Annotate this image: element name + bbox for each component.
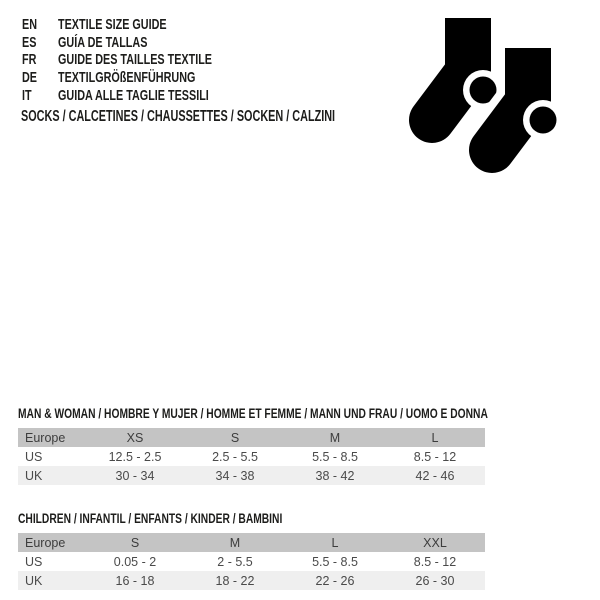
column-header-europe: Europe	[25, 535, 66, 550]
language-row-fr	[22, 51, 272, 69]
column-header-size: S	[230, 430, 240, 445]
size-value: 42 - 46	[415, 468, 455, 483]
language-label: GUÍA DE TALLAS	[58, 33, 148, 51]
language-code: FR	[22, 51, 37, 69]
column-header-size: XS	[126, 430, 144, 445]
adult-size-section	[18, 406, 488, 485]
table-row-uk	[18, 571, 485, 590]
row-label: UK	[25, 468, 43, 483]
language-code: ES	[22, 33, 37, 51]
size-value: 26 - 30	[415, 573, 455, 588]
children-size-section	[18, 511, 485, 590]
adult-table-title: MAN & WOMAN / HOMBRE Y MUJER / HOMME ET FEMME / MANN UND FRAU / UOMO E DONNA	[18, 406, 488, 421]
language-label: TEXTILE SIZE GUIDE	[58, 16, 167, 34]
language-row-de	[22, 69, 272, 87]
size-value: 5.5 - 8.5	[312, 554, 358, 569]
adult-size-table	[18, 428, 485, 485]
language-label: GUIDA ALLE TAGLIE TESSILI	[58, 86, 209, 104]
table-header-row	[18, 428, 485, 447]
size-value: 8.5 - 12	[413, 554, 457, 569]
size-value: 12.5 - 2.5	[108, 449, 162, 464]
column-header-europe: Europe	[25, 430, 66, 445]
size-value: 5.5 - 8.5	[312, 449, 358, 464]
language-code: EN	[22, 16, 38, 34]
row-label: UK	[25, 573, 43, 588]
size-value: 30 - 34	[115, 468, 155, 483]
table-header-row	[18, 533, 485, 552]
size-value: 34 - 38	[215, 468, 255, 483]
language-code: IT	[22, 86, 32, 104]
row-label: US	[25, 554, 43, 569]
size-value: 0.05 - 2	[113, 554, 157, 569]
size-value: 2 - 5.5	[217, 554, 253, 569]
language-row-en	[22, 16, 272, 34]
language-label: TEXTILGRÖßENFÜHRUNG	[58, 69, 196, 87]
table-row-us	[18, 447, 485, 466]
column-header-size: L	[431, 430, 439, 445]
size-value: 22 - 26	[315, 573, 355, 588]
column-header-size: S	[130, 535, 140, 550]
column-header-size: XXL	[423, 535, 447, 550]
size-value: 16 - 18	[115, 573, 155, 588]
size-value: 18 - 22	[215, 573, 255, 588]
children-table-title: CHILDREN / INFANTIL / ENFANTS / KINDER / BAMBINI	[18, 511, 283, 526]
children-size-table	[18, 533, 485, 590]
table-row-us	[18, 552, 485, 571]
size-value: 38 - 42	[315, 468, 355, 483]
language-label: GUIDE DES TAILLES TEXTILE	[58, 51, 213, 69]
sock-right-icon	[492, 40, 563, 150]
size-value: 8.5 - 12	[413, 449, 457, 464]
column-header-size: L	[331, 535, 339, 550]
size-value: 2.5 - 5.5	[212, 449, 258, 464]
row-label: US	[25, 449, 43, 464]
language-list	[22, 16, 272, 104]
column-header-size: M	[329, 430, 341, 445]
language-row-it	[22, 86, 272, 104]
column-header-size: M	[229, 535, 241, 550]
table-row-uk	[18, 466, 485, 485]
socks-icon	[380, 0, 600, 190]
language-row-es	[22, 34, 272, 52]
category-heading: SOCKS / CALCETINES / CHAUSSETTES / SOCKEN / CALZINI	[21, 108, 336, 125]
language-code: DE	[22, 69, 38, 87]
